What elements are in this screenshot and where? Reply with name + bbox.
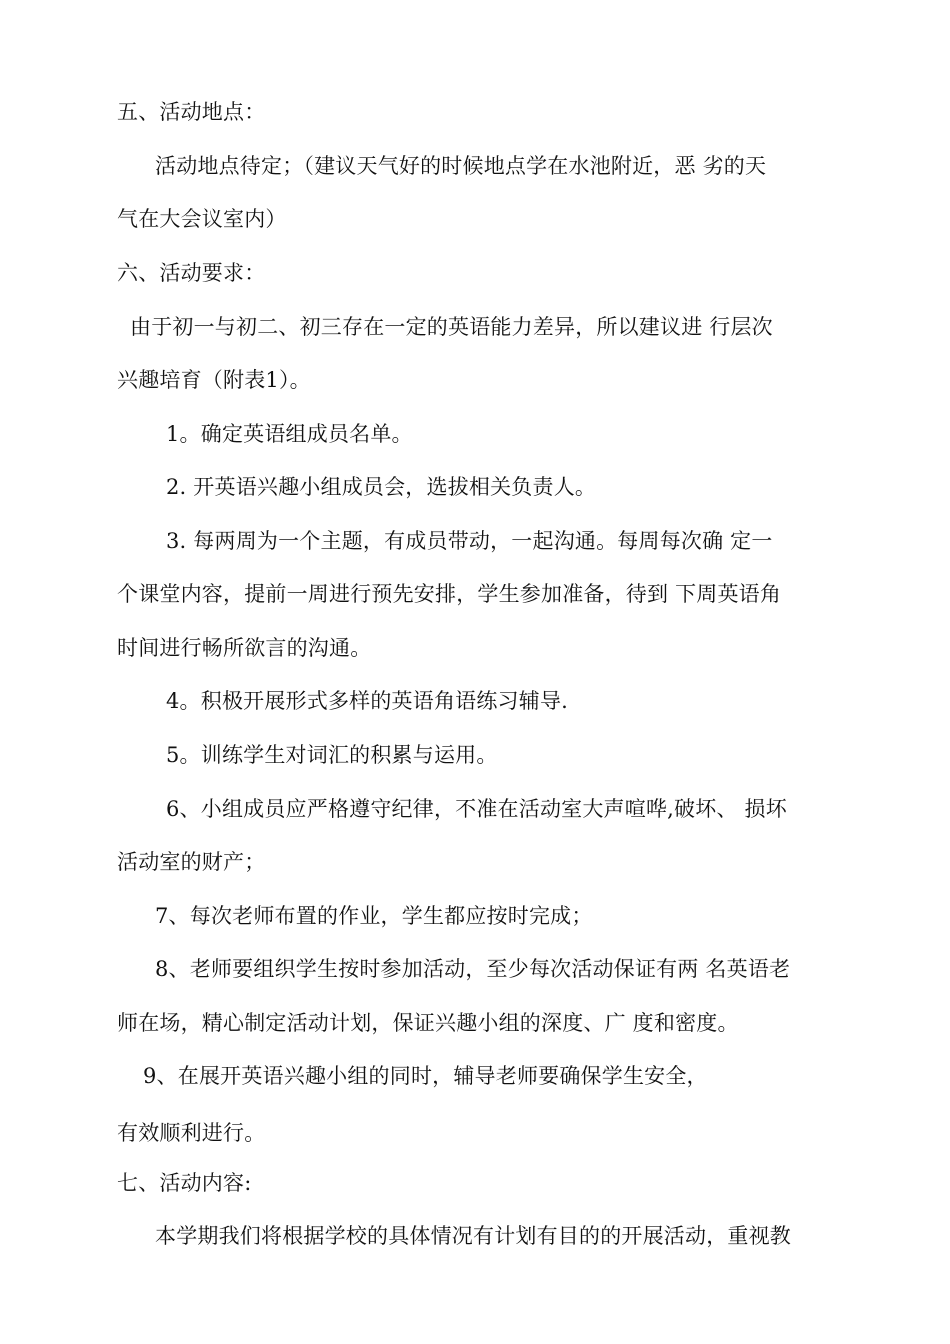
section-heading-location: 五、活动地点： — [117, 100, 266, 124]
paragraph-line: 活动地点待定；（建议天气好的时候地点学在水池附近，恶 劣的天 — [155, 154, 767, 178]
paragraph-line: 气在大会议室内） — [117, 207, 287, 231]
list-item: 7、每次老师布置的作业，学生都应按时完成； — [155, 904, 593, 928]
list-item: 8、老师要组织学生按时参加活动，至少每次活动保证有两 名英语老 — [155, 957, 791, 981]
list-item: 6、小组成员应严格遵守纪律，不准在活动室大声喧哗,破坏、 损坏 — [166, 797, 787, 821]
paragraph-line: 有效顺利进行。 — [117, 1121, 266, 1145]
paragraph-line: 由于初一与初二、初三存在一定的英语能力差异，所以建议进 行层次 — [130, 315, 773, 339]
section-heading-requirements: 六、活动要求： — [117, 261, 266, 285]
list-item: 2. 开英语兴趣小组成员会，选拔相关负责人。 — [166, 475, 597, 499]
list-item: 4。积极开展形式多样的英语角语练习辅导. — [166, 689, 569, 713]
section-heading-content: 七、活动内容: — [117, 1171, 252, 1195]
paragraph-line: 时间进行畅所欲言的沟通。 — [117, 636, 372, 660]
paragraph-line: 个课堂内容，提前一周进行预先安排，学生参加准备，待到 下周英语角 — [117, 582, 782, 606]
list-item: 9、在展开英语兴趣小组的同时，辅导老师要确保学生安全， — [143, 1064, 708, 1088]
list-item: 1。确定英语组成员名单。 — [166, 422, 413, 446]
paragraph-line: 兴趣培育（附表1）。 — [117, 368, 311, 392]
list-item: 5。训练学生对词汇的积累与运用。 — [166, 743, 498, 767]
list-item: 3. 每两周为一个主题，有成员带动，一起沟通。每周每次确 定一 — [166, 529, 773, 553]
paragraph-line: 师在场，精心制定活动计划，保证兴趣小组的深度、广 度和密度。 — [117, 1011, 739, 1035]
paragraph-line: 本学期我们将根据学校的具体情况有计划有目的的开展活动，重视教 — [155, 1224, 791, 1248]
paragraph-line: 活动室的财产； — [117, 850, 266, 874]
